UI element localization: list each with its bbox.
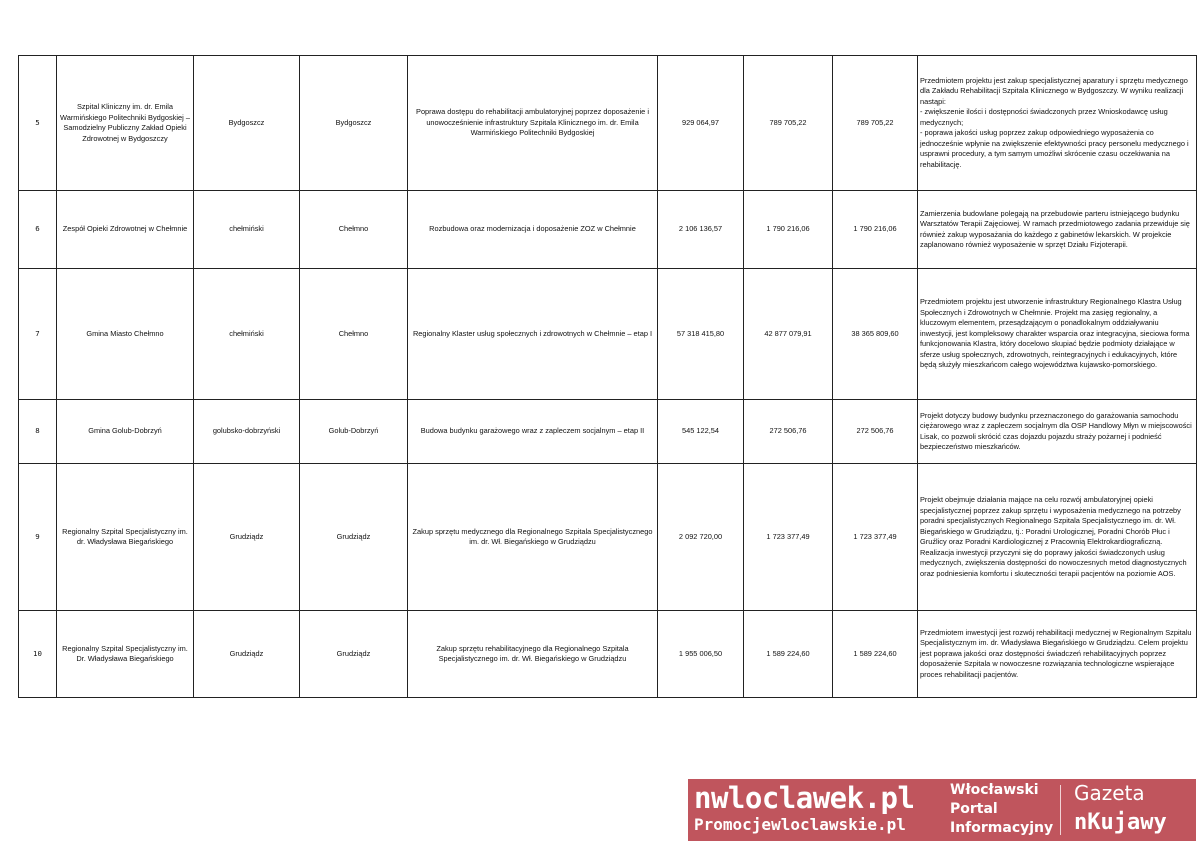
eligible-cost-cell: 1 589 224,60 [744, 611, 833, 698]
eligible-cost-cell: 1 790 216,06 [744, 191, 833, 269]
project-title-cell: Zakup sprzętu rehabilitacyjnego dla Regionalnego Szpitala Specjalistycznego im. dr. Wł. Biegańskiego w Grudziądzu [408, 611, 658, 698]
watermark-divider [1060, 785, 1061, 835]
grant-cell: 1 790 216,06 [833, 191, 918, 269]
table-row [19, 269, 1197, 400]
beneficiary-cell: Regionalny Szpital Specjalistyczny im. Dr. Władysława Biegańskiego [57, 611, 194, 698]
grant-cell: 789 705,22 [833, 56, 918, 191]
description-cell: Zamierzenia budowlane polegają na przebudowie parteru istniejącego budynku Warsztatów Terapii Zajęciowej. W ramach przedmiotowego zadania przewiduje się również zakup wyposażania do każdego z gabinetów lekarskich. W projekcie zaplanowano również wyposażenie w sprzęt Działu Fizjoterapii. [918, 191, 1197, 269]
watermark-promo: Promocjewloclawskie.pl [694, 815, 906, 834]
description-cell: Przedmiotem projektu jest zakup specjalistycznej aparatury i sprzętu medycznego dla Zakładu Rehabilitacji Szpitala Klinicznego w Bydgoszczy. W wyniku realizacji nastąpi: - zwiększenie ilości i dostępności świadczonych przez Wnioskodawcę usług medycznych; - poprawa jakości usług poprzez zakup odpowiedniego wyposażenia co jednocześnie wpłynie na zwiększenie efektywności pracy personelu medycznego i usprawni procedury, a tym samym umożliwi skrócenie czasu oczekiwania na rehabilitację. [918, 56, 1197, 191]
total-value-cell: 929 064,97 [658, 56, 744, 191]
table-row [19, 56, 1197, 191]
beneficiary-cell: Zespół Opieki Zdrowotnej w Chełmnie [57, 191, 194, 269]
county-cell: chełmiński [194, 191, 300, 269]
county-cell: Grudziądz [194, 464, 300, 611]
portal-line: Informacyjny [950, 820, 1054, 836]
municipality-cell: Chełmno [300, 191, 408, 269]
project-title-cell: Budowa budynku garażowego wraz z zapleczem socjalnym – etap II [408, 400, 658, 464]
beneficiary-cell: Gmina Miasto Chełmno [57, 269, 194, 400]
county-cell: chełmiński [194, 269, 300, 400]
county-cell: golubsko-dobrzyński [194, 400, 300, 464]
description-cell: Przedmiotem projektu jest utworzenie infrastruktury Regionalnego Klastra Usług Społecznych i Zdrowotnych w Chełmnie. Projekt ma zasięg regionalny, a kluczowym elementem, przesądzającym o ponadlokalnym oddziaływaniu inwestycji, jest kompleksowy charakter wsparcia oraz integracyjna, sieciowa forma funkcjonowania Klastra, który docelowo skupiać będzie podmioty działające w sferze usług społecznych, zdrowotnych, reintegracyjnych i edukacyjnych, które będą służyły mieszkańcom całego województwa kujawsko-pomorskiego. [918, 269, 1197, 400]
row-number: 10 [19, 611, 57, 698]
grant-cell: 38 365 809,60 [833, 269, 918, 400]
description-cell: Projekt obejmuje działania mające na celu rozwój ambulatoryjnej opieki specjalistycznej poprzez zakup sprzętu i wyposażenia medycznego na potrzeby poradni specjalistycznych Regionalnego Szpitala Specjalistycznego im. dr. Wł. Biegańskiego w Grudziądzu, tj.: Poradni Urologicznej, Poradni Chorób Płuc i Gruźlicy oraz Poradni Kardiologicznej z Pracownią Elektrokardiograficzną. Realizacja inwestycji przyczyni się do poprawy jakości świadczonych usług medycznych, zwiększenia dostępności do nowoczesnych metod diagnostycznych oraz podniesienia komfortu i skuteczności terapii pacjentów na poziomie AOS. [918, 464, 1197, 611]
eligible-cost-cell: 42 877 079,91 [744, 269, 833, 400]
project-title-cell: Zakup sprzętu medycznego dla Regionalnego Szpitala Specjalistycznego im. dr. Wł. Biegańskiego w Grudziądzu [408, 464, 658, 611]
total-value-cell: 2 106 136,57 [658, 191, 744, 269]
total-value-cell: 545 122,54 [658, 400, 744, 464]
total-value-cell: 1 955 006,50 [658, 611, 744, 698]
grant-cell: 1 589 224,60 [833, 611, 918, 698]
grant-cell: 1 723 377,49 [833, 464, 918, 611]
watermark-gazeta: Gazeta [1074, 781, 1145, 805]
total-value-cell: 2 092 720,00 [658, 464, 744, 611]
beneficiary-cell: Szpital Kliniczny im. dr. Emila Warmińskiego Politechniki Bydgoskiej – Samodzielny Publiczny Zakład Opieki Zdrowotnej w Bydgoszczy [57, 56, 194, 191]
description-cell: Projekt dotyczy budowy budynku przeznaczonego do garażowania samochodu ciężarowego wraz z zapleczem socjalnym dla OSP Handlowy Młyn w miejscowości Lisak, co pozwoli skrócić czas dojazdu pojazdu straży pożarnej i podnieść bezpieczeństwo mieszkańców. [918, 400, 1197, 464]
row-number: 9 [19, 464, 57, 611]
total-value-cell: 57 318 415,80 [658, 269, 744, 400]
watermark-site: nwloclawek.pl [694, 781, 915, 815]
projects-table [18, 55, 1197, 698]
description-cell: Przedmiotem inwestycji jest rozwój rehabilitacji medycznej w Regionalnym Szpitalu Specjalistycznym im. dr. Władysława Biegańskiego w Grudziądzu. Celem projektu jest poprawa jakości oraz dostępności świadczeń rehabilitacyjnych poprzez doposażenie Szpitala w nowoczesne rozwiązania technologiczne wspierające proces rehabilitacji pacjentów. [918, 611, 1197, 698]
row-number: 5 [19, 56, 57, 191]
county-cell: Bydgoszcz [194, 56, 300, 191]
eligible-cost-cell: 272 506,76 [744, 400, 833, 464]
municipality-cell: Golub-Dobrzyń [300, 400, 408, 464]
watermark-banner [688, 779, 1196, 841]
municipality-cell: Grudziądz [300, 611, 408, 698]
county-cell: Grudziądz [194, 611, 300, 698]
table-row [19, 611, 1197, 698]
portal-line: Włocławski [950, 782, 1039, 798]
table-row [19, 400, 1197, 464]
table-row [19, 464, 1197, 611]
beneficiary-cell: Regionalny Szpital Specjalistyczny im. dr. Władysława Biegańskiego [57, 464, 194, 611]
municipality-cell: Bydgoszcz [300, 56, 408, 191]
project-title-cell: Rozbudowa oraz modernizacja i doposażenie ZOZ w Chełmnie [408, 191, 658, 269]
row-number: 8 [19, 400, 57, 464]
row-number: 7 [19, 269, 57, 400]
municipality-cell: Chełmno [300, 269, 408, 400]
watermark-portal [950, 781, 1053, 838]
project-title-cell: Poprawa dostępu do rehabilitacji ambulatoryjnej poprzez doposażenie i unowocześnienie infrastruktury Szpitala Klinicznego im. dr. Emila Warmińskiego Politechniki Bydgoskiej [408, 56, 658, 191]
beneficiary-cell: Gmina Golub-Dobrzyń [57, 400, 194, 464]
eligible-cost-cell: 1 723 377,49 [744, 464, 833, 611]
portal-line: Portal [950, 801, 998, 817]
grant-cell: 272 506,76 [833, 400, 918, 464]
project-title-cell: Regionalny Klaster usług społecznych i zdrowotnych w Chełmnie – etap I [408, 269, 658, 400]
row-number: 6 [19, 191, 57, 269]
table-row [19, 191, 1197, 269]
eligible-cost-cell: 789 705,22 [744, 56, 833, 191]
watermark-kujawy: nKujawy [1074, 810, 1167, 835]
municipality-cell: Grudziądz [300, 464, 408, 611]
